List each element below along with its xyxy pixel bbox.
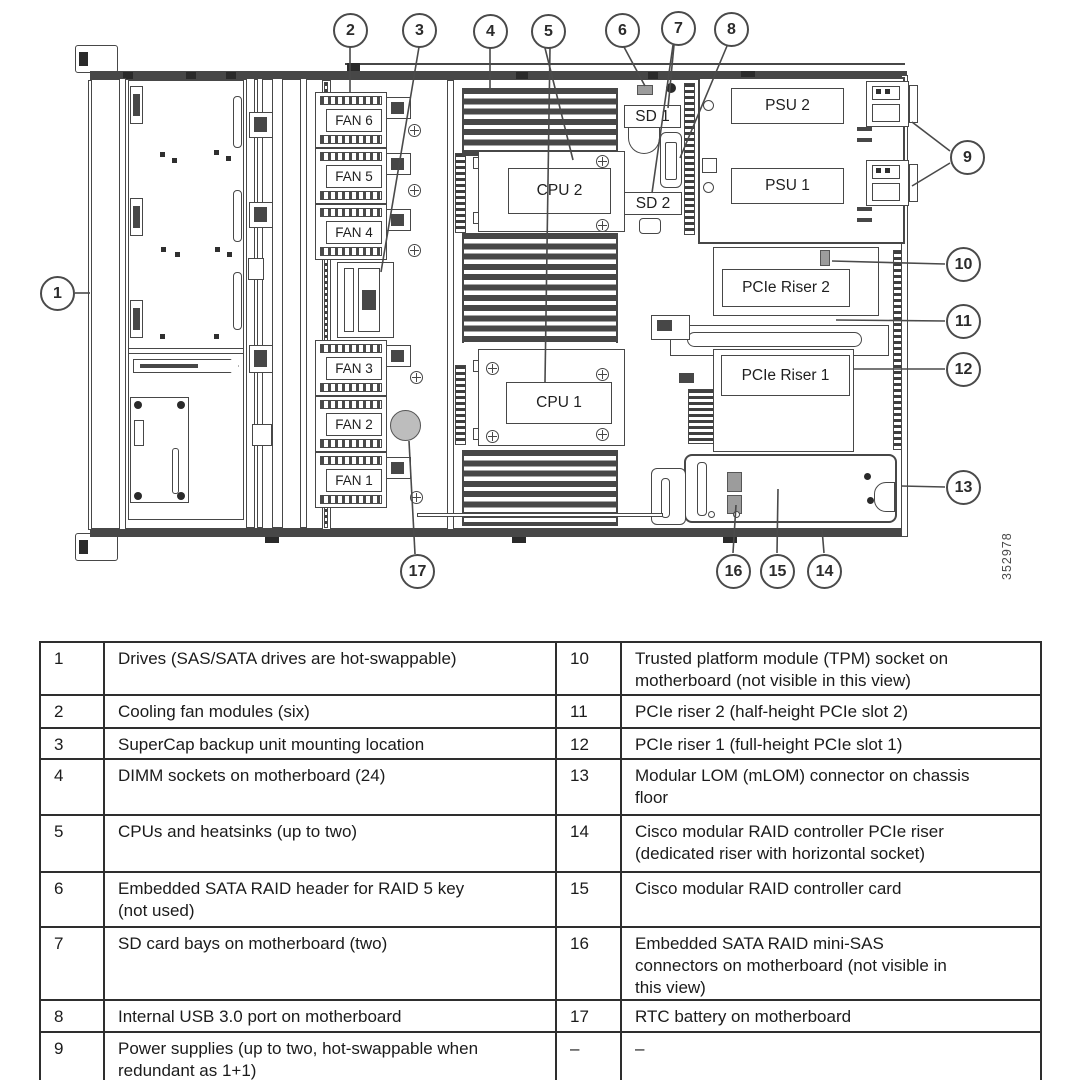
legend-item-desc: RTC battery on motherboard (621, 1000, 1041, 1032)
chassis-tab (648, 72, 658, 79)
board-screw (134, 401, 142, 409)
sd2-bay-label: SD 2 (624, 192, 682, 215)
callout-9: 9 (950, 140, 985, 175)
callout-11: 11 (946, 304, 981, 339)
screw-detail (161, 247, 166, 252)
drive-connector-pins (133, 206, 140, 228)
rail-connector-pins (254, 350, 267, 367)
legend-row (40, 728, 1041, 759)
standoff-screw (408, 244, 421, 257)
cpu-screw (486, 362, 499, 375)
fan-grille (320, 135, 382, 144)
legend-item-desc: CPUs and heatsinks (up to two) (104, 815, 556, 872)
screw-detail (214, 334, 219, 339)
riser1-socket (688, 389, 714, 444)
screw-detail (172, 158, 177, 163)
cpu2-label: CPU 2 (508, 168, 611, 214)
fan1-label: FAN 1 (326, 469, 382, 492)
backplane-slot (233, 96, 242, 148)
legend-row (40, 642, 1041, 695)
chassis-foot (265, 537, 279, 543)
legend-item-number: 7 (40, 927, 104, 1000)
figure-number: 352978 (1000, 532, 1014, 580)
legend-item-desc: – (621, 1032, 1041, 1080)
chassis-tab (226, 72, 236, 79)
fan-latch-detail (391, 158, 404, 170)
sd1-bay-label: SD 1 (624, 105, 681, 128)
supercap-bracket-detail (362, 290, 376, 310)
callout-8: 8 (714, 12, 749, 47)
legend-item-number: 15 (556, 872, 621, 927)
board-slot (172, 448, 179, 494)
sata-raid-header (637, 85, 653, 95)
legend-item-number: 13 (556, 759, 621, 815)
callout-7: 7 (661, 11, 696, 46)
riser-latch-detail (657, 320, 672, 331)
motherboard-connector (684, 83, 695, 235)
legend-item-number: 10 (556, 642, 621, 695)
legend-row (40, 872, 1041, 927)
legend-item-number: 17 (556, 1000, 621, 1032)
fan3-label: FAN 3 (326, 357, 382, 380)
fan-latch-detail (391, 214, 404, 226)
legend-item-number: 14 (556, 815, 621, 872)
legend-item-desc: PCIe riser 1 (full-height PCIe slot 1) (621, 728, 1041, 759)
board-screw (177, 401, 185, 409)
psu-vent (857, 218, 872, 222)
cpu1-tab (473, 428, 479, 440)
legend-item-desc: Cooling fan modules (six) (104, 695, 556, 728)
mlom-bay (684, 454, 897, 523)
drive-connector-pins (133, 94, 140, 116)
chassis-top-seam (345, 63, 905, 65)
power-connector (455, 365, 466, 445)
psu-handle-dot (876, 89, 881, 94)
legend-row (40, 1032, 1041, 1080)
chassis-rail (257, 78, 263, 528)
legend-item-number: 12 (556, 728, 621, 759)
fan2-label: FAN 2 (326, 413, 382, 436)
callout-4: 4 (473, 14, 508, 49)
legend-item-number: 1 (40, 642, 104, 695)
screw-detail (666, 83, 676, 93)
standoff-screw (410, 491, 423, 504)
fan-grille (320, 456, 382, 465)
legend-item-number: – (556, 1032, 621, 1080)
psu-vent (857, 127, 872, 131)
callout-15: 15 (760, 554, 795, 589)
mlom-notch (874, 482, 895, 512)
legend-item-desc: Drives (SAS/SATA drives are hot-swappable) (104, 642, 556, 695)
fan4-label: FAN 4 (326, 221, 382, 244)
legend-item-number: 2 (40, 695, 104, 728)
psu-detail (702, 158, 717, 173)
psu1-label: PSU 1 (731, 168, 844, 204)
usb3-port-inner (665, 142, 677, 180)
screw-detail (226, 156, 231, 161)
fan6-label: FAN 6 (326, 109, 382, 132)
screw-detail (175, 252, 180, 257)
callout-3: 3 (402, 13, 437, 48)
fan-grille (320, 439, 382, 448)
psu-handle-dot (885, 89, 890, 94)
fan-latch-detail (391, 350, 404, 362)
mid-wall (447, 80, 454, 530)
legend-row (40, 759, 1041, 815)
callout-2: 2 (333, 13, 368, 48)
fan-grille (320, 344, 382, 353)
mlom-screw (867, 497, 874, 504)
legend-row (40, 1000, 1041, 1032)
fan-grille (320, 247, 382, 256)
legend-item-number: 16 (556, 927, 621, 1000)
drive-connector-pins (133, 308, 140, 330)
rail-connector (252, 424, 272, 446)
fan5-label: FAN 5 (326, 165, 382, 188)
power-connector (455, 153, 466, 233)
psu-vent (857, 207, 872, 211)
rail-connector-pins (254, 117, 267, 132)
cpu-screw (596, 219, 609, 232)
cpu-screw (596, 368, 609, 381)
psu-screw (703, 182, 714, 193)
callout-14: 14 (807, 554, 842, 589)
psu-handle-cap (909, 85, 918, 123)
legend-item-desc: Cisco modular RAID controller PCIe riser (dedicated riser with horizontal socket) (621, 815, 1041, 872)
screw-detail (227, 252, 232, 257)
backplane-slot (233, 190, 242, 242)
motherboard-edge (417, 513, 663, 517)
cpu2-tab (473, 212, 479, 224)
legend-item-desc: PCIe riser 2 (half-height PCIe slot 2) (621, 695, 1041, 728)
legend-item-desc: DIMM sockets on motherboard (24) (104, 759, 556, 815)
legend-table (39, 641, 1042, 1080)
rtc-battery (390, 410, 421, 441)
mlom-screw (864, 473, 871, 480)
legend-row (40, 815, 1041, 872)
backplane-slot (233, 272, 242, 330)
chassis-rail (300, 78, 307, 528)
sd-bay-bracket (628, 128, 660, 154)
legend-item-number: 4 (40, 759, 104, 815)
screw-detail (214, 150, 219, 155)
fan-grille (320, 495, 382, 504)
callout-13: 13 (946, 470, 981, 505)
board-screw (134, 492, 142, 500)
drive-bay-divider (128, 348, 244, 354)
rack-ear-top-detail (79, 52, 88, 66)
light-pipe-core (140, 364, 198, 368)
legend-item-desc: Power supplies (up to two, hot-swappable when redundant as 1+1) (104, 1032, 556, 1080)
chassis-tab (186, 72, 196, 79)
psu-handle-dot (876, 168, 881, 173)
cpu1-label: CPU 1 (506, 382, 612, 424)
standoff-screw (408, 184, 421, 197)
fan-grille (320, 152, 382, 161)
psu-handle-detail (872, 104, 900, 122)
riser1-socket-tab (679, 373, 694, 383)
chassis-bottom-rail (90, 528, 907, 537)
legend-row (40, 927, 1041, 1000)
supercap-bracket-rail (344, 268, 354, 332)
fan-grille (320, 383, 382, 392)
chassis-tab (347, 63, 360, 71)
chassis-foot (723, 537, 737, 543)
legend-row (40, 695, 1041, 728)
chassis-foot (512, 537, 526, 543)
dimm-bank-middle (462, 233, 618, 343)
legend-item-desc: Cisco modular RAID controller card (621, 872, 1041, 927)
legend-item-number: 3 (40, 728, 104, 759)
mlom-hole (708, 511, 715, 518)
fan-grille (320, 400, 382, 409)
legend-item-desc: Embedded SATA RAID mini-SAS connectors on motherboard (not visible in this view) (621, 927, 1041, 1000)
riser-bracket-slot (687, 332, 862, 347)
standoff-screw (410, 371, 423, 384)
fan-grille (320, 191, 382, 200)
fan-latch-detail (391, 102, 404, 114)
psu-vent (857, 138, 872, 142)
pcie-riser2-label: PCIe Riser 2 (722, 269, 850, 307)
callout-5: 5 (531, 14, 566, 49)
psu-handle-cap (909, 164, 918, 202)
legend-item-number: 9 (40, 1032, 104, 1080)
cpu2-tab (473, 157, 479, 169)
callout-6: 6 (605, 13, 640, 48)
board-screw (177, 492, 185, 500)
screw-detail (160, 152, 165, 157)
pcie-riser1-label: PCIe Riser 1 (721, 355, 850, 396)
raid-riser-bracket-slot (661, 478, 670, 518)
front-io-board (130, 397, 189, 503)
psu-screw (703, 100, 714, 111)
mlom-slot (697, 462, 707, 516)
legend-item-number: 5 (40, 815, 104, 872)
dimm-bank-top (462, 88, 618, 156)
psu-handle-dot (885, 168, 890, 173)
psu2-label: PSU 2 (731, 88, 844, 124)
screw-detail (160, 334, 165, 339)
legend-item-number: 6 (40, 872, 104, 927)
front-panel-strip (88, 80, 92, 530)
fan-grille (320, 96, 382, 105)
mini-sas-connector (727, 472, 742, 492)
callout-1: 1 (40, 276, 75, 311)
fan-grille (320, 208, 382, 217)
legend-item-number: 8 (40, 1000, 104, 1032)
chassis-rail (272, 78, 283, 528)
fan-latch-detail (391, 462, 404, 474)
tpm-socket-marker (820, 250, 830, 266)
cpu-screw (486, 430, 499, 443)
cpu-screw (596, 428, 609, 441)
mlom-hole (733, 511, 740, 518)
psu-handle-detail (872, 183, 900, 201)
legend-item-desc: Trusted platform module (TPM) socket on motherboard (not visible in this view) (621, 642, 1041, 695)
callout-12: 12 (946, 352, 981, 387)
rail-connector-pins (254, 207, 267, 222)
legend-item-desc: Embedded SATA RAID header for RAID 5 key (not used) (104, 872, 556, 927)
legend-item-desc: Modular LOM (mLOM) connector on chassis floor (621, 759, 1041, 815)
board-connector (134, 420, 144, 446)
legend-item-desc: Internal USB 3.0 port on motherboard (104, 1000, 556, 1032)
sd-connector (639, 218, 661, 234)
rack-ear-bottom-detail (79, 540, 88, 554)
rear-wall (893, 250, 902, 450)
legend-item-desc: SD card bays on motherboard (two) (104, 927, 556, 1000)
chassis-left-wall (119, 78, 126, 530)
legend-item-number: 11 (556, 695, 621, 728)
screw-detail (215, 247, 220, 252)
cpu-screw (596, 155, 609, 168)
callout-17: 17 (400, 554, 435, 589)
standoff-screw (408, 124, 421, 137)
callout-10: 10 (946, 247, 981, 282)
chassis-rail (246, 78, 255, 528)
cpu1-tab (473, 360, 479, 372)
callout-16: 16 (716, 554, 751, 589)
legend-item-desc: SuperCap backup unit mounting location (104, 728, 556, 759)
rail-connector (248, 258, 264, 280)
chassis-tab (516, 72, 528, 79)
